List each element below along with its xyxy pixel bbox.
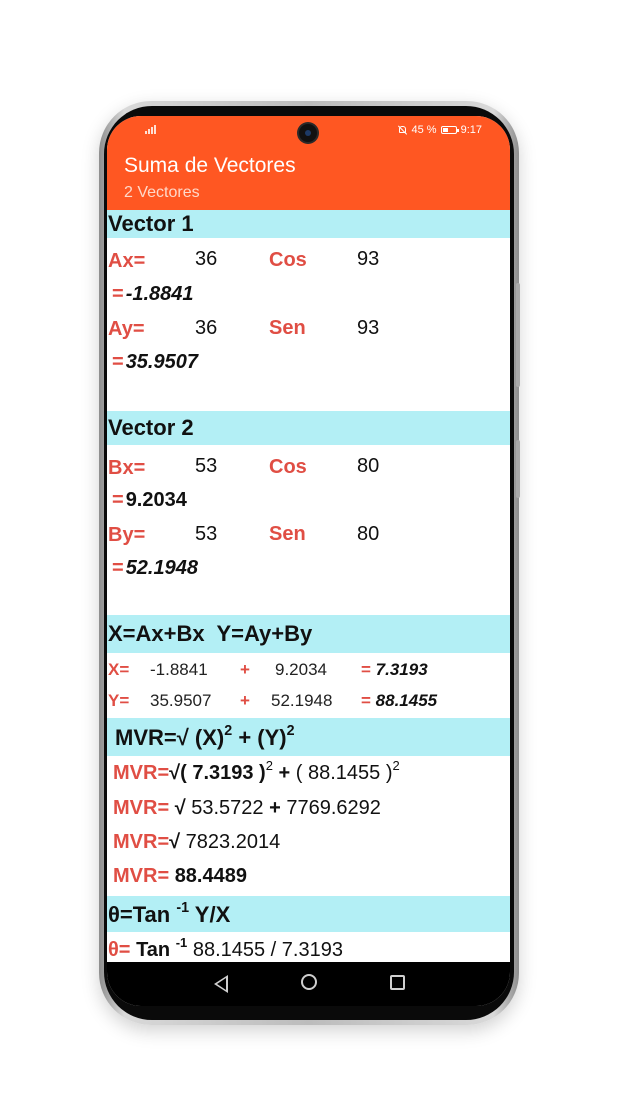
vector1-x-result-row [112,283,194,306]
sum-y-result-row [361,691,437,711]
app-toolbar [107,144,510,210]
recent-apps-icon[interactable] [390,975,405,990]
sum-y-b: 52.1948 [271,691,333,710]
vector2-header: Vector 2 [107,411,510,445]
vector1-y-label: Ay= [108,318,145,340]
vector2-y-angle: 80 [357,523,380,545]
vector1-x-eq: = [112,283,124,305]
app-subtitle: 2 Vectores [124,184,200,201]
vector2-y-eq: = [112,557,124,579]
vector1-x-magnitude: 36 [195,248,218,270]
vector1-x-func: Cos [269,249,307,271]
vector2-y-result: 52.1948 [125,557,198,579]
clock: 9:17 [460,124,482,136]
sum-header: X=Ax+Bx Y=Ay+By [107,615,510,653]
battery-icon [441,126,457,134]
power-button [516,440,520,498]
status-bar [107,116,510,144]
sum-y-op: + [240,691,250,710]
sum-x-op: + [240,660,250,679]
signal-icon [145,125,156,134]
vector2-x-eq: = [112,489,124,511]
vector1-y-eq: = [112,351,124,373]
vector1-x-angle: 93 [357,248,380,270]
status-right [398,124,483,136]
sum-y-label: Y= [108,691,130,710]
sum-x-eq: = [361,660,371,679]
mvr-line-3: MVR=√ 7823.2014 [113,831,281,853]
vector2-x-func: Cos [269,456,307,478]
mvr-line-1: MVR=√( 7.3193 )$^2$ + ( 88.1455 )$^2$ [113,757,400,784]
vector2-y-func: Sen [269,523,306,545]
sum-x-result: 7.3193 [375,660,428,679]
vector2-y-result-row [112,557,198,580]
volume-button [516,283,520,387]
mvr-line-2: MVR= √ 53.5722 + 7769.6292 [113,797,381,819]
home-icon[interactable] [301,974,317,990]
vector1-y-magnitude: 36 [195,317,218,339]
vector2-y-magnitude: 53 [195,523,218,545]
vector2-x-result: 9.2034 [125,489,187,511]
sum-x-b: 9.2034 [275,660,327,679]
sum-x-label: X= [108,660,130,679]
system-nav-bar [107,962,510,1006]
vector2-x-label: Bx= [108,457,146,479]
front-camera [299,124,317,142]
vector2-x-magnitude: 53 [195,455,218,477]
app-title: Suma de Vectores [124,154,296,177]
back-icon[interactable] [214,975,228,993]
sum-y-result: 88.1455 [375,691,438,710]
sum-x-a: -1.8841 [150,660,208,679]
sum-y-eq: = [361,691,371,710]
scroll-content[interactable] [107,210,510,962]
mute-icon [398,125,408,135]
vector2-x-result-row [112,489,187,512]
vector1-x-label: Ax= [108,250,146,272]
vector1-y-angle: 93 [357,317,380,339]
vector2-x-angle: 80 [357,455,380,477]
vector1-x-result: -1.8841 [125,283,194,305]
vector1-y-func: Sen [269,317,306,339]
mvr-line-4: MVR= 88.4489 [113,865,247,887]
app-screen [107,116,510,1006]
battery-percent: 45 % [411,124,437,136]
vector2-y-label: By= [108,524,146,546]
theta-line-1: θ= Tan $^{-1}$ 88.1455 / 7.3193 [108,934,343,961]
theta-header: θ=Tan $^{-1}$ Y/X [107,896,510,932]
sum-x-result-row [361,660,428,680]
vector1-y-result: 35.9507 [125,351,198,373]
vector1-header: Vector 1 [107,210,510,238]
mvr-header: MVR=√ $(X)^2 + (Y)^2$ [107,718,510,756]
vector1-y-result-row [112,351,198,374]
sum-y-a: 35.9507 [150,691,212,710]
